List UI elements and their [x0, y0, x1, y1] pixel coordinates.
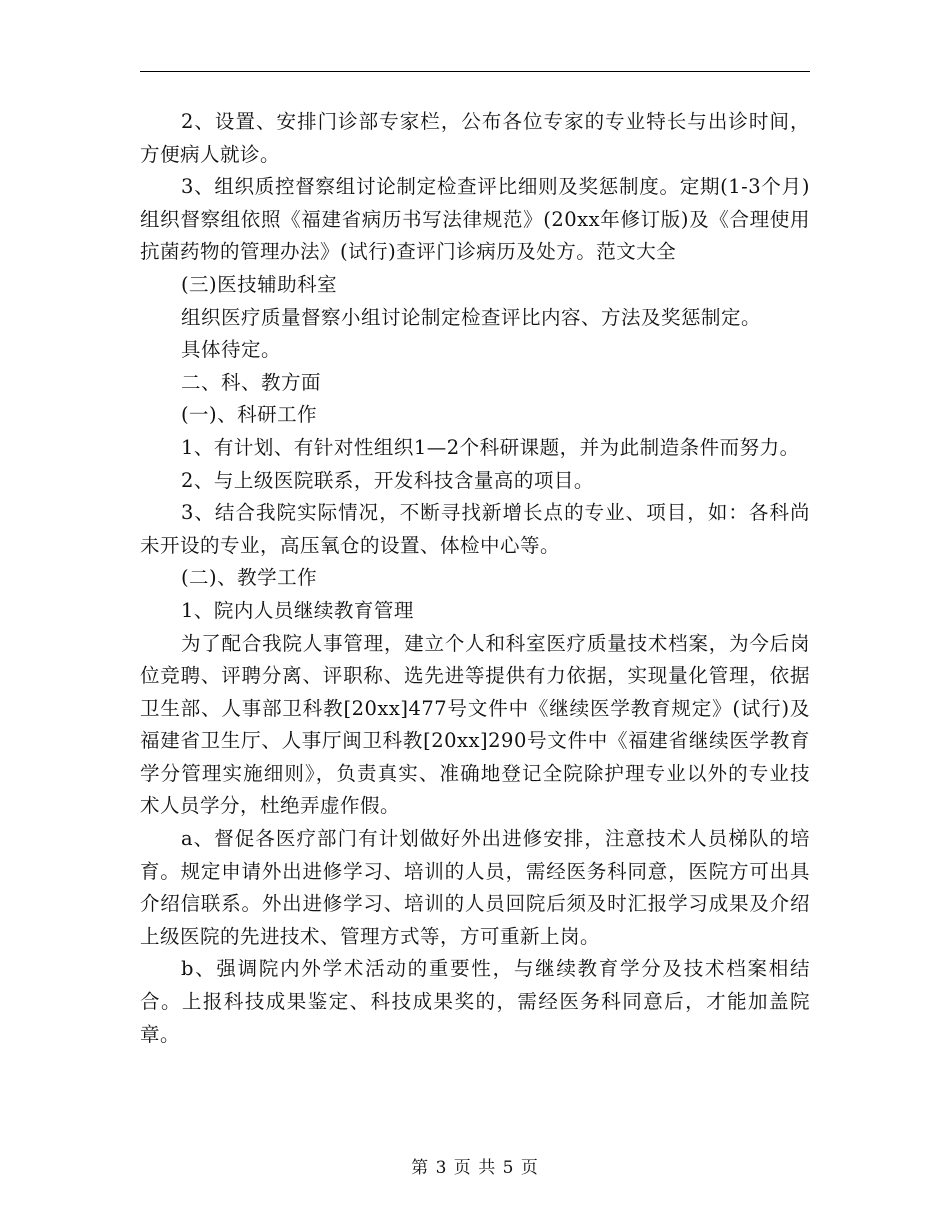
paragraph: 2、与上级医院联系，开发科技含量高的项目。 [180, 468, 594, 492]
paragraph: a、督促各医疗部门有计划做好外出进修安排，注意技术人员梯队的培育。规定申请外出进修学习、培训的人员，需经医务科同意，医院方可出具介绍信联系。外出进修学习、培训的人员回院后须及时汇报学习成果及介绍上级医院的先进技术、管理方式等，方可重新上岗。 [140, 827, 810, 948]
paragraph: 3、组织质控督察组讨论制定检查评比细则及奖惩制度。定期(1-3个月)组织督察组依照《福建省病历书写法律规范》(20xx年修订版)及《合理使用抗菌药物的管理办法》(试行)查评门诊病历及处方。范文大全 [140, 175, 810, 264]
paragraph: 3、结合我院实际情况，不断寻找新增长点的专业、项目，如：各科尚未开设的专业，高压氧仓的设置、体检中心等。 [140, 501, 810, 557]
page-footer: 第 3 页 共 5 页 [411, 1158, 539, 1178]
section-heading: 1、院内人员继续教育管理 [180, 598, 414, 622]
document-body [140, 106, 810, 1051]
section-heading: 二、科、教方面 [180, 370, 321, 394]
paragraph: 组织医疗质量督察小组讨论制定检查评比内容、方法及奖惩制定。 [180, 305, 761, 329]
paragraph: b、强调院内外学术活动的重要性，与继续教育学分及技术档案相结合。上报科技成果鉴定、科技成果奖的，需经医务科同意后，才能加盖院章。 [140, 957, 810, 1046]
paragraph: 具体待定。 [180, 338, 281, 362]
section-heading: (一)、科研工作 [180, 403, 318, 427]
section-heading: (三)医技辅助科室 [180, 272, 338, 296]
paragraph: 2、设置、安排门诊部专家栏，公布各位专家的专业特长与出诊时间，方便病人就诊。 [140, 110, 810, 166]
section-heading: (二)、教学工作 [180, 566, 318, 590]
header-rule [140, 71, 810, 72]
paragraph: 为了配合我院人事管理，建立个人和科室医疗质量技术档案，为今后岗位竞聘、评聘分离、评职称、选先进等提供有力依据，实现量化管理，依据卫生部、人事部卫科教[20xx]477号文件中《继续医学教育规定》(试行)及福建省卫生厅、人事厅闽卫科教[20xx]290号文件中《福建省继续医学教育学分管理实施细则》，负责真实、准确地登记全院除护理专业以外的专业技术人员学分，杜绝弄虚作假。 [140, 631, 810, 818]
paragraph: 1、有计划、有针对性组织1—2个科研课题，并为此制造条件而努力。 [180, 435, 800, 459]
